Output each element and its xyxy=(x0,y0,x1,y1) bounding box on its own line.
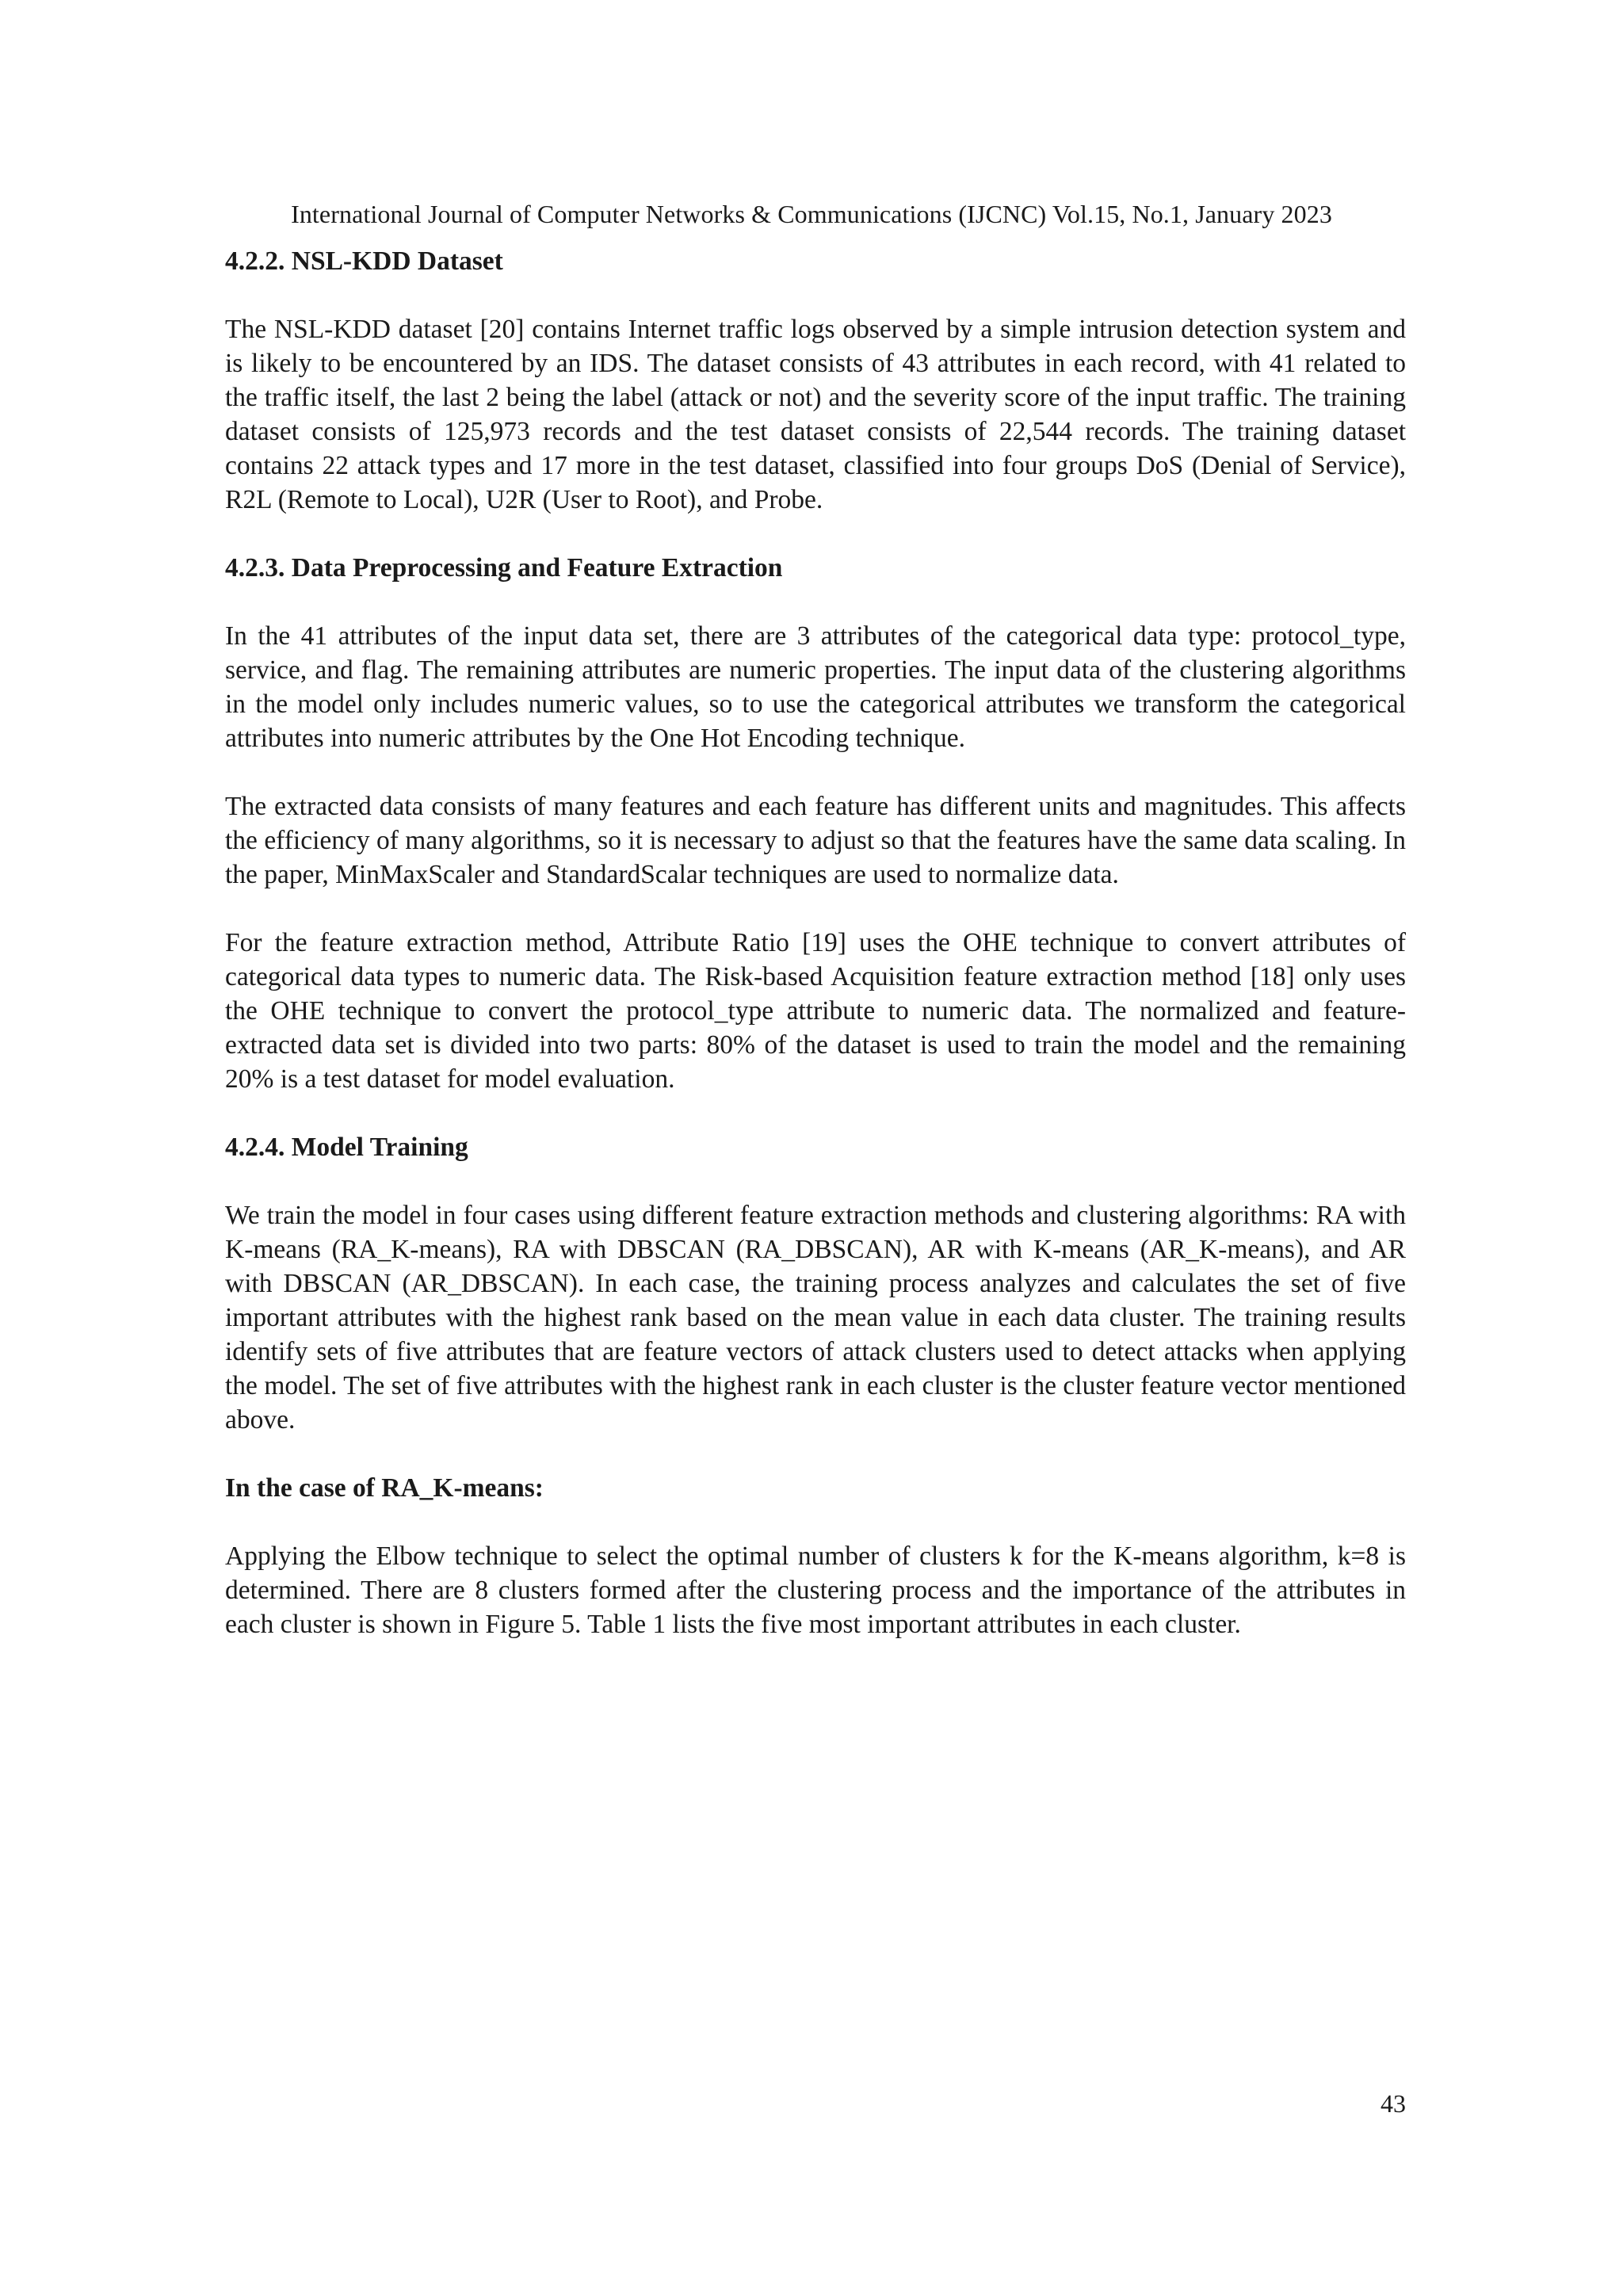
body-paragraph: The extracted data consists of many features and each feature has different units and magnitudes. This affects the efficiency of many algorithms, so it is necessary to adjust so that the features have the same data scaling. In the paper, MinMaxScaler and StandardScalar techniques are used to normalize data. xyxy=(225,792,1406,889)
body-paragraph: For the feature extraction method, Attribute Ratio [19] uses the OHE technique to convert attributes of categorical data types to numeric data. The Risk-based Acquisition feature extraction method [18] only uses the OHE technique to convert the protocol_type attribute to numeric data. The normalized and feature-extracted data set is divided into two parts: 80% of the dataset is used to train the model and the remaining 20% is a test dataset for model evaluation. xyxy=(225,928,1406,1094)
body-paragraph: We train the model in four cases using different feature extraction methods and clustering algorithms: RA with K-means (RA_K-means), RA with DBSCAN (RA_DBSCAN), AR with K-means (AR_K-means), and AR with DBSCAN (AR_DBSCAN). In each case, the training process analyzes and calculates the set of five important attributes with the highest rank based on the mean value in each data cluster. The training results identify sets of five attributes that are feature vectors of attack clusters used to detect attacks when applying the model. The set of five attributes with the highest rank in each cluster is the cluster feature vector mentioned above. xyxy=(225,1201,1406,1435)
page-number: 43 xyxy=(1381,2089,1406,2118)
section-model-training xyxy=(225,1130,1406,1641)
section-heading: 4.2.2. NSL-KDD Dataset xyxy=(225,246,503,276)
body-paragraph: In the 41 attributes of the input data set, there are 3 attributes of the categorical data type: protocol_type, service, and flag. The remaining attributes are numeric properties. The input data of the clustering algorithms in the model only includes numeric values, so to use the categorical attributes we transform the categorical attributes into numeric attributes by the One Hot Encoding technique. xyxy=(225,621,1406,753)
page-content xyxy=(225,244,1406,1675)
section-data-preprocessing xyxy=(225,551,1406,1096)
section-nsl-kdd-dataset xyxy=(225,244,1406,517)
subsection-heading: In the case of RA_K-means: xyxy=(225,1473,544,1503)
body-paragraph: Applying the Elbow technique to select the optimal number of clusters k for the K-means algorithm, k=8 is determined. There are 8 clusters formed after the clustering process and the importance of the attributes in each cluster is shown in Figure 5. Table 1 lists the five most important attributes in each cluster. xyxy=(225,1541,1406,1639)
body-paragraph: The NSL-KDD dataset [20] contains Internet traffic logs observed by a simple intrusion detection system and is likely to be encountered by an IDS. The dataset consists of 43 attributes in each record, with 41 related to the traffic itself, the last 2 being the label (attack or not) and the severity score of the input traffic. The training dataset consists of 125,973 records and the test dataset consists of 22,544 records. The training dataset contains 22 attack types and 17 more in the test dataset, classified into four groups DoS (Denial of Service), R2L (Remote to Local), U2R (User to Root), and Probe. xyxy=(225,315,1406,514)
section-heading: 4.2.3. Data Preprocessing and Feature Extraction xyxy=(225,553,783,583)
running-header: International Journal of Computer Networks & Communications (IJCNC) Vol.15, No.1, January 2023 xyxy=(291,200,1332,228)
section-heading: 4.2.4. Model Training xyxy=(225,1133,468,1162)
